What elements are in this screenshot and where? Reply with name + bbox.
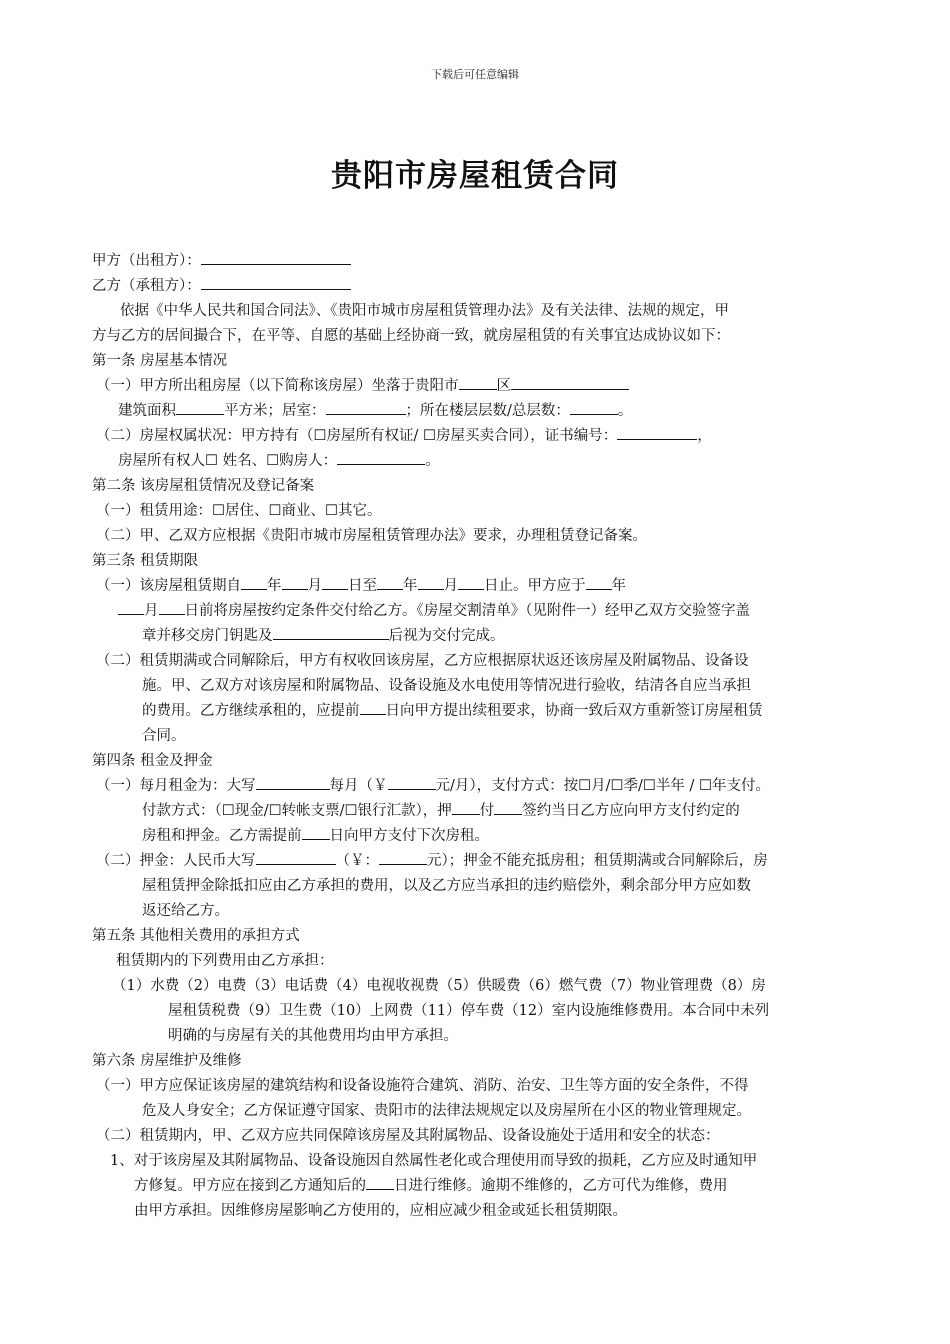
safety-line-1 — [92, 1074, 872, 1099]
party-b-blank[interactable] — [201, 274, 351, 290]
certificate-number-blank[interactable] — [617, 424, 697, 440]
fees-line-3 — [92, 1024, 872, 1049]
rent-amount-blank[interactable] — [388, 774, 436, 790]
expiry-line-4 — [92, 724, 872, 749]
safety-text-1: （一）甲方应保证该房屋的建筑结构和设备设施符合建筑、消防、治安、卫生等方面的安全条件，不得 — [96, 1078, 749, 1094]
pay-label: 付 — [479, 803, 495, 819]
area-label: 建筑面积 — [118, 403, 176, 419]
payment-cycle-text: 元/月），支付方式：按☐月/☐季/☐半年 / ☐年支付。 — [435, 778, 771, 794]
usage-text: （一）租赁用途：☐居住、☐商业、☐其它。 — [96, 503, 382, 519]
maintenance-text-4: 由甲方承担。因维修房屋影响乙方使用的，应相应减少租金或延长租赁期限。 — [134, 1203, 627, 1219]
article-2-item-1 — [92, 499, 872, 524]
lease-period-line — [92, 574, 872, 599]
location-label: （一）甲方所出租房屋（以下简称该房屋）坐落于贵阳市 — [96, 378, 459, 394]
registration-text: （二）甲、乙双方应根据《贵阳市城市房屋租赁管理办法》要求，办理租赁登记备案。 — [96, 528, 647, 544]
advance-label: 房租和押金。乙方需提前 — [142, 828, 302, 844]
fees-text-2: 屋租赁税费（9）卫生费（10）上网费（11）停车费（12）室内设施维修费用。本合同中未列 — [168, 1003, 770, 1019]
handover-line — [92, 624, 872, 649]
article-1-item-1 — [92, 374, 872, 399]
month-label: 月 — [144, 603, 159, 619]
year-label: 年 — [403, 578, 418, 594]
owner-label: 房屋所有权人☐ 姓名、☐购房人： — [118, 453, 338, 469]
deposit-line-3 — [92, 899, 872, 924]
payment-method-label: 付款方式：（☐现金/☐转帐支票/☐银行汇款），押 — [142, 803, 452, 819]
maintenance-line-2 — [92, 1149, 872, 1174]
expiry-text-2: 施。甲、乙双方对该房屋和附属物品、设备设施及水电使用等情况进行验收，结清各自应当承担 — [142, 678, 751, 694]
maintenance-text-1: （二）租赁期内，甲、乙双方应共同保障该房屋及其附属物品、设备设施处于适用和安全的状态： — [96, 1128, 720, 1144]
floors-blank[interactable] — [570, 399, 618, 415]
article-3-heading — [92, 549, 872, 574]
rent-monthly-label: 每月（￥ — [329, 778, 388, 794]
preamble-line-2 — [92, 324, 872, 349]
party-b-label: 乙方（承租方）： — [92, 278, 201, 294]
fees-line-1 — [92, 974, 872, 999]
deposit-line — [92, 849, 872, 874]
maintenance-line-1 — [92, 1124, 872, 1149]
start-year-blank[interactable] — [241, 574, 267, 590]
fees-intro: 租赁期内的下列费用由乙方承担： — [116, 953, 334, 969]
deposit-yuan-label: （￥： — [335, 853, 379, 869]
party-a-blank[interactable] — [201, 249, 351, 265]
comma: ， — [697, 428, 712, 444]
fees-text-1: （1）水费（2）电费（3）电话费（4）电视收视费（5）供暖费（6）燃气费（7）物业管理费（8）房 — [112, 978, 766, 994]
advance-days-blank[interactable] — [302, 824, 330, 840]
payment-method-text: 签约当日乙方应向甲方支付约定的 — [522, 803, 740, 819]
end-year-blank[interactable] — [377, 574, 403, 590]
article-2-heading — [92, 474, 872, 499]
rooms-blank[interactable] — [326, 399, 406, 415]
ownership-label: （二）房屋权属状况：甲方持有（☐房屋所有权证/ ☐房屋买卖合同），证书编号： — [96, 428, 618, 444]
owner-line — [92, 449, 872, 474]
maintenance-line-3 — [92, 1174, 872, 1199]
payment-method-line — [92, 799, 872, 824]
deposit-text: 元）；押金不能充抵房租；租赁期满或合同解除后，房 — [427, 853, 768, 869]
delivery-year-blank[interactable] — [586, 574, 612, 590]
article-3-title: 第三条 租赁期限 — [92, 553, 199, 569]
article-5-heading — [92, 924, 872, 949]
district-label: 区 — [496, 378, 511, 394]
delivery-month-blank[interactable] — [118, 599, 144, 615]
period: 。 — [425, 453, 440, 469]
fees-intro-line — [92, 949, 872, 974]
deposit-text-2: 屋租赁押金除抵扣应由乙方承担的费用，以及乙方应当承担的违约赔偿外，剩余部分甲方应如数 — [142, 878, 751, 894]
repair-label: 方修复。甲方应在接到乙方通知后的 — [134, 1178, 366, 1194]
delivery-line — [92, 599, 872, 624]
rent-line — [92, 774, 872, 799]
header-note: 下载后可任意编辑 — [431, 68, 519, 81]
delivery-text: 日前将房屋按约定条件交付给乙方。《房屋交割清单》（见附件一）经甲乙双方交验签字盖 — [184, 603, 750, 619]
month-label: 月 — [443, 578, 458, 594]
period: 。 — [617, 403, 633, 419]
owner-blank[interactable] — [337, 449, 425, 465]
contract-body — [92, 249, 872, 1224]
delivery-label: 日止。甲方应于 — [484, 578, 586, 594]
end-month-blank[interactable] — [418, 574, 444, 590]
maintenance-line-4 — [92, 1199, 872, 1224]
handover-text: 后视为交付完成。 — [388, 628, 505, 644]
area-blank[interactable] — [176, 399, 224, 415]
rent-amount-words-blank[interactable] — [256, 774, 330, 790]
repair-days-blank[interactable] — [366, 1174, 394, 1190]
renewal-label: 的费用。乙方继续承租的，应提前 — [142, 703, 360, 719]
expiry-text-1: （二）租赁期满或合同解除后，甲方有权收回该房屋，乙方应根据原状返还该房屋及附属物品、设备设 — [96, 653, 749, 669]
year-label: 年 — [267, 578, 282, 594]
expiry-line-3 — [92, 699, 872, 724]
fees-line-2 — [92, 999, 872, 1024]
start-day-blank[interactable] — [322, 574, 348, 590]
article-1-title: 第一条 房屋基本情况 — [92, 353, 228, 369]
address-blank[interactable] — [511, 374, 629, 390]
article-1-area-line — [92, 399, 872, 424]
rooms-label: 平方米；居室： — [224, 403, 326, 419]
handover-blank[interactable] — [273, 624, 389, 640]
handover-label: 章并移交房门钥匙及 — [142, 628, 273, 644]
pay-months-blank[interactable] — [494, 799, 522, 815]
party-b-line — [92, 274, 872, 299]
fees-text-3: 明确的与房屋有关的其他费用均由甲方承担。 — [168, 1028, 458, 1044]
article-1-heading — [92, 349, 872, 374]
district-blank[interactable] — [459, 374, 497, 390]
renewal-days-blank[interactable] — [360, 699, 386, 715]
deposit-months-blank[interactable] — [452, 799, 480, 815]
deposit-amount-blank[interactable] — [379, 849, 427, 865]
day-to-label: 日至 — [348, 578, 377, 594]
maintenance-text-2: 1、对于该房屋及其附属物品、设备设施因自然属性老化或合理使用而导致的损耗，乙方应及时通知甲 — [110, 1153, 758, 1169]
renewal-text: 日向甲方提出续租要求，协商一致后双方重新签订房屋租赁 — [385, 703, 763, 719]
delivery-day-blank[interactable] — [159, 599, 185, 615]
safety-line-2 — [92, 1099, 872, 1124]
article-2-title: 第二条 该房屋租赁情况及登记备案 — [92, 478, 315, 494]
article-1-item-2 — [92, 424, 872, 449]
article-6-title: 第六条 房屋维护及维修 — [92, 1053, 242, 1069]
advance-payment-line — [92, 824, 872, 849]
preamble-text-1: 依据《中华人民共和国合同法》、《贵阳市城市房屋租赁管理办法》及有关法律、法规的规定，甲 — [120, 303, 729, 319]
month-label: 月 — [307, 578, 322, 594]
safety-text-2: 危及人身安全；乙方保证遵守国家、贵阳市的法律法规规定以及房屋所在小区的物业管理规定。 — [142, 1103, 751, 1119]
party-a-label: 甲方（出租方）： — [92, 253, 201, 269]
article-4-heading — [92, 749, 872, 774]
article-3-item-2 — [92, 649, 872, 674]
rent-label: （一）每月租金为：大写 — [96, 778, 256, 794]
expiry-line-2 — [92, 674, 872, 699]
year-label: 年 — [611, 578, 626, 594]
advance-text: 日向甲方支付下次房租。 — [329, 828, 489, 844]
deposit-words-blank[interactable] — [256, 849, 336, 865]
document-title: 贵阳市房屋租赁合同 — [331, 158, 619, 194]
deposit-text-3: 返还给乙方。 — [142, 903, 229, 919]
article-4-title: 第四条 租金及押金 — [92, 753, 213, 769]
repair-text: 日进行维修。逾期不维修的，乙方可代为维修，费用 — [394, 1178, 728, 1194]
party-a-line — [92, 249, 872, 274]
floors-label: ；所在楼层层数/总层数： — [405, 403, 570, 419]
article-6-heading — [92, 1049, 872, 1074]
deposit-label: （二）押金：人民币大写 — [96, 853, 256, 869]
expiry-text-4: 合同。 — [142, 728, 186, 744]
article-5-title: 第五条 其他相关费用的承担方式 — [92, 928, 300, 944]
preamble-line-1 — [92, 299, 872, 324]
lease-period-label: （一）该房屋租赁期自 — [96, 578, 241, 594]
end-day-blank[interactable] — [458, 574, 484, 590]
article-2-item-2 — [92, 524, 872, 549]
deposit-line-2 — [92, 874, 872, 899]
start-month-blank[interactable] — [282, 574, 308, 590]
preamble-text-2: 方与乙方的居间撮合下，在平等、自愿的基础上经协商一致，就房屋租赁的有关事宜达成协议如下： — [92, 328, 730, 344]
